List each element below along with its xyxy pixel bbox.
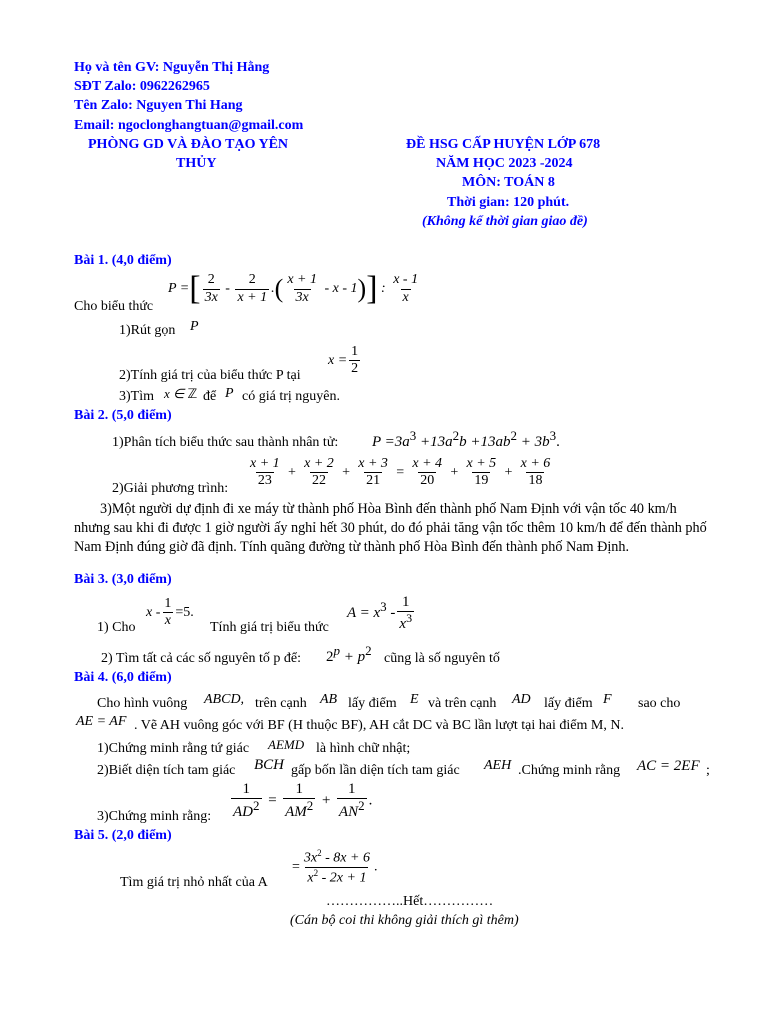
x-equals-half: x = $\frac{1}{2}$: [328, 344, 359, 377]
footer-note: (Cán bộ coi thi không giải thích gì thêm): [290, 913, 519, 928]
bai3-q2b: cũng là số nguyên tố: [384, 651, 500, 666]
bai2-q2: 2)Giải phương trình:: [112, 481, 229, 496]
bai3-q2a: 2) Tìm tất cả các số nguyên tố p để:: [101, 651, 301, 666]
department-line1: PHÒNG GD VÀ ĐÀO TẠO YÊN: [88, 137, 289, 152]
email: Email: ngoclonghangtuan@gmail.com: [74, 118, 304, 133]
bai1-q2: 2)Tính giá trị của biểu thức P tại: [119, 368, 301, 383]
bai3-title: Bài 3. (3,0 điểm): [74, 572, 172, 587]
ad: AD: [512, 692, 531, 707]
formula-inverse-squares: $\frac{1}{AD^2}$ = $\frac{1}{AM^2}$ + $\frac{1}{AN^2}$ .: [233, 781, 373, 821]
zalo-name: Tên Zalo: Nguyen Thi Hang: [74, 98, 243, 113]
time-limit: Thời gian: 120 phút.: [447, 195, 570, 210]
x-in-z: x ∈ ℤ: [164, 386, 198, 402]
teacher-name: Họ và tên GV: Nguyễn Thị Hằng: [74, 60, 270, 75]
bai4-l1b: trên cạnh: [255, 696, 307, 711]
bai4-q2a: 2)Biết diện tích tam giác: [97, 763, 236, 778]
bai4-l1f: sao cho: [638, 696, 681, 711]
bai1-q1: 1)Rút gọn: [119, 323, 176, 338]
formula-factor: $P =3a^3 +13a^2b +13ab^2 + 3b^3$.: [372, 428, 560, 450]
formula-a: $A = x^3$ - $\frac{1}{x^3}$: [347, 594, 413, 633]
bai4-l1c: lấy điểm: [348, 696, 397, 711]
end-marker: ……………..Hết……………: [326, 894, 494, 909]
bai1-q3a: 3)Tìm: [119, 389, 154, 404]
bai3-q1a: 1) Cho: [97, 620, 136, 635]
point-f: F: [603, 692, 612, 707]
aemd: AEMD: [268, 737, 305, 752]
point-e: E: [410, 692, 419, 707]
bch: BCH: [254, 757, 284, 773]
bai4-q2b: gấp bốn lần diện tích tam giác: [291, 763, 460, 778]
aeh: AEH: [484, 758, 512, 773]
ab: AB: [320, 692, 338, 707]
var-p: P: [190, 319, 199, 334]
var-p-2: P: [225, 386, 234, 401]
bai4-l2: . Vẽ AH vuông góc với BF (H thuộc BF), AH cắt DC và BC lần lượt tại hai điểm M, N.: [134, 718, 624, 733]
formula-2p: $2^p + p^2$: [326, 643, 372, 665]
bai4-q3: 3)Chứng minh rằng:: [97, 809, 212, 824]
formula-p: P =[ $\frac{2}{3x}$ - $\frac{2}{x + 1}$ .( $\frac{x + 1}{3x}$ - x - 1)] : $\frac{x - 1}{x}$: [168, 270, 419, 307]
ae-af: AE = AF: [76, 714, 127, 729]
bai4-q2d: ;: [706, 763, 710, 778]
bai1-title: Bài 1. (4,0 điểm): [74, 253, 172, 268]
bai1-q3c: có giá trị nguyên.: [242, 389, 340, 404]
bai4-q2c: .Chứng minh rằng: [518, 763, 621, 778]
equation: $\frac{x + 1}{23}$ + $\frac{x + 2}{22}$ + $\frac{x + 3}{21}$ = $\frac{x + 4}{20}$ + $\frac{x + 5}{19}$ + $\frac{x + 6}{18}$: [250, 456, 551, 489]
bai4-q1a: 1)Chứng minh rằng tứ giác: [97, 741, 250, 756]
bai4-q1b: là hình chữ nhật;: [316, 741, 411, 756]
bai3-q1b: Tính giá trị biểu thức: [210, 620, 329, 635]
exam-title: ĐỀ HSG CẤP HUYỆN LỚP 678: [406, 137, 601, 152]
bai2-q3: 3)Một người dự định đi xe máy từ thành phố Hòa Bình đến thành phố Nam Định với vận tốc 40 km/h nhưng sau khi đi được 1 giờ người ấy nghỉ hết 30 phút, do đó phải tăng vận tốc thêm 10 km/h để đến thành phố Nam Định đúng giờ đã định. Tính quãng đường từ thành phố Hòa Bình đến thành phố Nam Định.: [74, 501, 707, 555]
bai1-intro: Cho biểu thức: [74, 299, 154, 314]
subject: MÔN: TOÁN 8: [462, 175, 555, 190]
bai4-l1a: Cho hình vuông: [97, 696, 188, 711]
bai2-q1: 1)Phân tích biểu thức sau thành nhân tử:: [112, 435, 339, 450]
phone: SĐT Zalo: 0962262965: [74, 79, 210, 94]
bai2-title: Bài 2. (5,0 điểm): [74, 408, 172, 423]
bai5-title: Bài 5. (2,0 điểm): [74, 828, 172, 843]
ac-2ef: AC = 2EF: [637, 758, 700, 774]
bai4-l1d: và trên cạnh: [428, 696, 497, 711]
bai1-q3b: để: [203, 389, 217, 404]
bai5-question: Tìm giá trị nhỏ nhất của A: [120, 875, 268, 890]
abcd: ABCD,: [204, 692, 245, 707]
bai4-l1e: lấy điểm: [544, 696, 593, 711]
x-minus-inverse: x - $\frac{1}{x}$ =5.: [146, 596, 194, 629]
time-note: (Không kể thời gian giao đề): [422, 214, 588, 229]
bai4-title: Bài 4. (6,0 điểm): [74, 670, 172, 685]
school-year: NĂM HỌC 2023 -2024: [436, 156, 573, 171]
formula-min: = $\frac{3x^2 - 8x + 6}{x^2 - 2x + 1}$ .: [292, 848, 378, 886]
department-line2: THỦY: [176, 156, 217, 171]
